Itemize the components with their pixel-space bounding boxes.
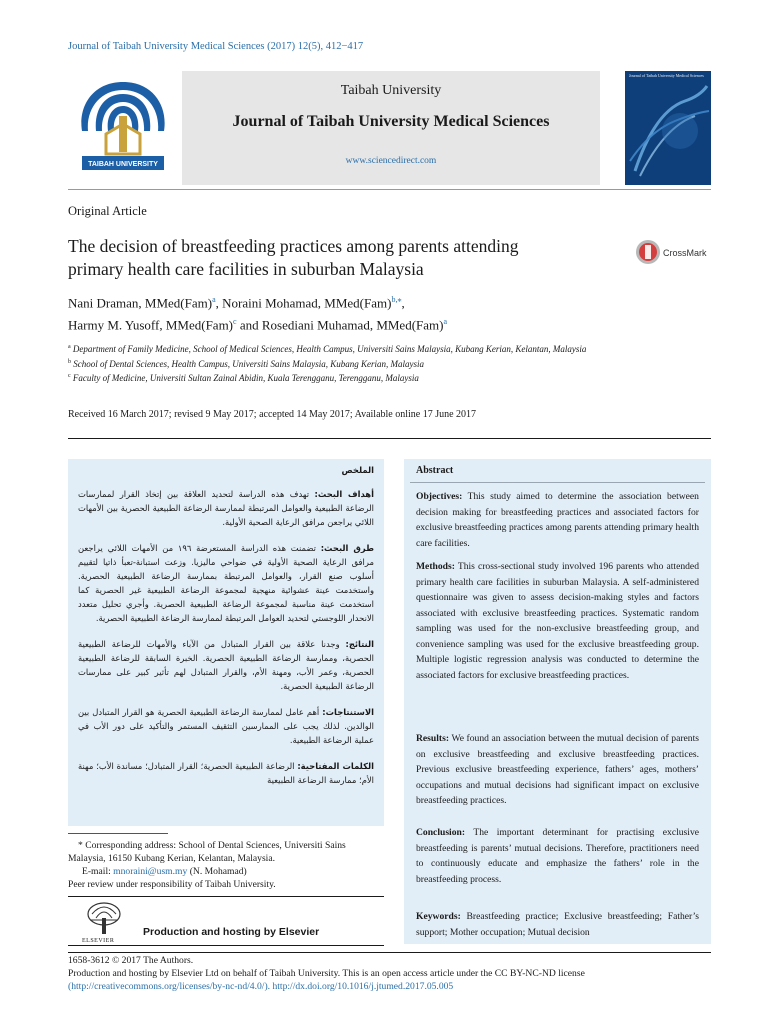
footnote [68, 839, 384, 891]
arabic-abstract-heading: الملخص [341, 465, 374, 475]
author-affiliation-mark[interactable]: a [212, 295, 216, 304]
affiliation-item: $^c$ Faculty of Medicine, Universiti Sultan Zainal Abidin, Kuala Terengganu, Terengganu, Malaysia [68, 373, 419, 383]
article-title: The decision of breastfeeding practices among parents attending primary health care facilities in suburban Malaysia [68, 236, 519, 279]
email-line: E-mail: mnoraini@usm.my (N. Mohamad) [82, 866, 247, 877]
arabic-abstract-section: النتائج: وجدنا علاقة بين القرار المتبادل من الآباء والأمهات للرضاعة الطبيعية الحصرية، وممارسة الرضاعة الطبيعية الحصرية. الخبرة السابقة للرضاعة الطبيعية الحصرية، وعمر الأب، ومهنة الأم، والقرار المتبادل لهم تأثير كبير على ممارسات الرضاعة الطبيعية الحصرية. [78, 639, 374, 691]
crossmark-icon [634, 238, 714, 266]
copyright-footer [68, 954, 728, 993]
footnote-divider [68, 833, 168, 834]
publisher-box [68, 896, 384, 946]
header-divider [68, 438, 711, 439]
masthead-divider [68, 189, 711, 190]
elsevier-tree-logo [82, 900, 126, 940]
abstract-divider [410, 482, 705, 483]
license-line: Production and hosting by Elsevier Ltd on behalf of Taibah University. This is an open access article under the CC BY-NC-ND license [68, 968, 585, 979]
affiliation-item: $^a$ Department of Family Medicine, School of Medical Sciences, Health Campus, Universiti Sains Malaysia, Kubang Kerian, Kelantan, Malaysia [68, 344, 587, 354]
author-affiliation-mark[interactable]: a [443, 317, 448, 327]
masthead-box [182, 71, 600, 185]
crossmark-button[interactable] [634, 238, 714, 266]
logo-text: TAIBAH UNIVERSITY [88, 161, 158, 168]
author-name[interactable]: Nani Draman, MMed(Fam) [68, 295, 213, 311]
affiliation-item: $^b$ School of Dental Sciences, Health Campus, Universiti Sains Malaysia, Kubang Kerian, Malaysia [68, 358, 424, 369]
abstract-conclusion: Conclusion: The important determinant for practising exclusive breastfeeding is parents’ mutual decisions. Therefore, practitioners need to continuously educate and emphasize the fathers’ role in the breastfeeding process. [416, 827, 699, 885]
issn-line: 1658-3612 © 2017 The Authors. [68, 955, 194, 966]
arabic-abstract-section: الاستنتاجات: أهم عامل لممارسة الرضاعة الطبيعية الحصرية هو القرار المتبادل بين الوالدين. لذلك يجب على الممارسين التثقيف المستمر والتأكيد على دور الأب في عملية الرضاعة الطبيعية. [78, 707, 374, 745]
abstract-objectives: Objectives: This study aimed to determine the association between decision making for breastfeeding practices and associated factors for exclusive breastfeeding practices among parents attending primary health care facilities. [416, 491, 699, 549]
university-name: Taibah University [340, 83, 442, 98]
peer-review-note: Peer review under responsibility of Taibah University. [68, 879, 276, 890]
affiliations [68, 341, 668, 385]
taibah-university-logo [68, 76, 178, 181]
production-hosting-text: Production and hosting by Elsevier [143, 926, 320, 938]
received-dates: Received 16 March 2017; revised 9 May 2017; accepted 14 May 2017; Available online 17 June 2017 [68, 409, 477, 420]
author-name[interactable]: Harmy M. Yusoff, MMed(Fam) [68, 317, 234, 333]
arabic-abstract-section: الكلمات المفتاحية: الرضاعة الطبيعية الحصرية؛ القرار المتبادل؛ مساندة الأب؛ مهنة الأم؛ ممارسة الرضاعة الطبيعية [78, 761, 374, 785]
abstract-keywords: Keywords: Breastfeeding practice; Exclusive breastfeeding; Father’s support; Mother occupation; Mutual decision [416, 911, 699, 938]
email-link[interactable]: mnoraini@usm.my [113, 866, 188, 877]
bottom-divider [68, 952, 711, 953]
corresponding-address: * Corresponding address: School of Dental Sciences, Universiti Sains Malaysia, 16150 Kubang Kerian, Kelantan, Malaysia. [68, 840, 346, 864]
sciencedirect-link[interactable]: www.sciencedirect.com [345, 156, 437, 166]
article-type: Original Article [68, 204, 147, 218]
journal-name: Journal of Taibah University Medical Sciences [232, 113, 550, 130]
crossmark-label: CrossMark [663, 248, 707, 258]
author-list: Nani Draman, MMed(Fam)$^a$, Noraini Mohamad, MMed(Fam)$^{b,⁎}$, Harmy M. Yusoff, MMed(Fam)$^c$ and Rosediani Muhamad, MMed(Fam)$^a$ [68, 295, 448, 333]
abstract-results: Results: We found an association between the mutual decision of parents on exclusive breastfeeding and exclusive breastfeeding practices. Previous exclusive breastfeeding experience, fathers’ ages, mothers’ occupations and mutual decisions had significant impact on exclusive breastfeeding practices. [416, 733, 699, 806]
arabic-abstract-section: طرق البحث: تضمنت هذه الدراسة المستعرضة ١٩٦ من الأمهات اللائي يراجعن مرافق الرعاية الصحية الأولية في ضواحي ماليزيا. وزعت استبانة-تعبأ ذاتيا لتقييم أسلوب صنع القرار، والعوامل المرتبطة بممارسة الرضاعة الطبيعية الحصرية. واستخدمت عينة عشوائية منهجية لمجموعة الرضاعة الطبيعية غير الحصرية كما استخدمت عينة مناسبة لمجموعة الرضاعة الطبيعية الحصرية. وأجري تحليل متعدد الانحدار اللوجستي لتحديد العوامل المرتبطة لممارسة الرضاعة الطبيعية الحصرية. [78, 543, 374, 623]
english-abstract [404, 459, 711, 944]
arabic-abstract [68, 459, 384, 826]
author-name[interactable]: Noraini Mohamad, MMed(Fam) [222, 295, 392, 311]
license-link[interactable]: (http://creativecommons.org/licenses/by-nc-nd/4.0/). [68, 981, 271, 992]
journal-citation[interactable]: Journal of Taibah University Medical Sciences (2017) 12(5), 412−417 [68, 41, 364, 52]
elsevier-label: ELSEVIER [82, 938, 115, 944]
abstract-methods: Methods: This cross-sectional study involved 196 parents who attended primary health care facilities in suburban Malaysia. A self-administered questionnaire was given to assess decision-making styles and factors associated with exclusive breastfeeding practices. Systematic random sampling was used for the non-exclusive breastfeeding group, and convenience sampling was used for the exclusive breastfeeding group. Multiple logistic regression analysis was conducted to determine the associated factors for exclusive breastfeeding practices. [416, 561, 699, 681]
arabic-abstract-section: أهداف البحث: تهدف هذه الدراسة لتحديد العلاقة بين إتخاذ القرار لممارسات الرضاعة الطبيعية والعوامل المرتبطة لممارسة الرضاعة الطبيعية الحصرية بين الأمهات اللائي يراجعن مرافق الرعاية الصحية الأولية. [78, 489, 374, 527]
author-affiliation-mark[interactable]: b,⁎ [391, 295, 402, 304]
author-affiliation-mark[interactable]: c [233, 317, 237, 327]
cover-title: Journal of Taibah University Medical Sciences [629, 73, 704, 78]
journal-cover-image [625, 71, 711, 185]
abstract-heading: Abstract [416, 465, 454, 476]
author-name[interactable]: Rosediani Muhamad, MMed(Fam) [261, 317, 444, 333]
masthead [68, 71, 711, 185]
doi-link[interactable]: http://dx.doi.org/10.1016/j.jtumed.2017.05.005 [272, 981, 454, 992]
